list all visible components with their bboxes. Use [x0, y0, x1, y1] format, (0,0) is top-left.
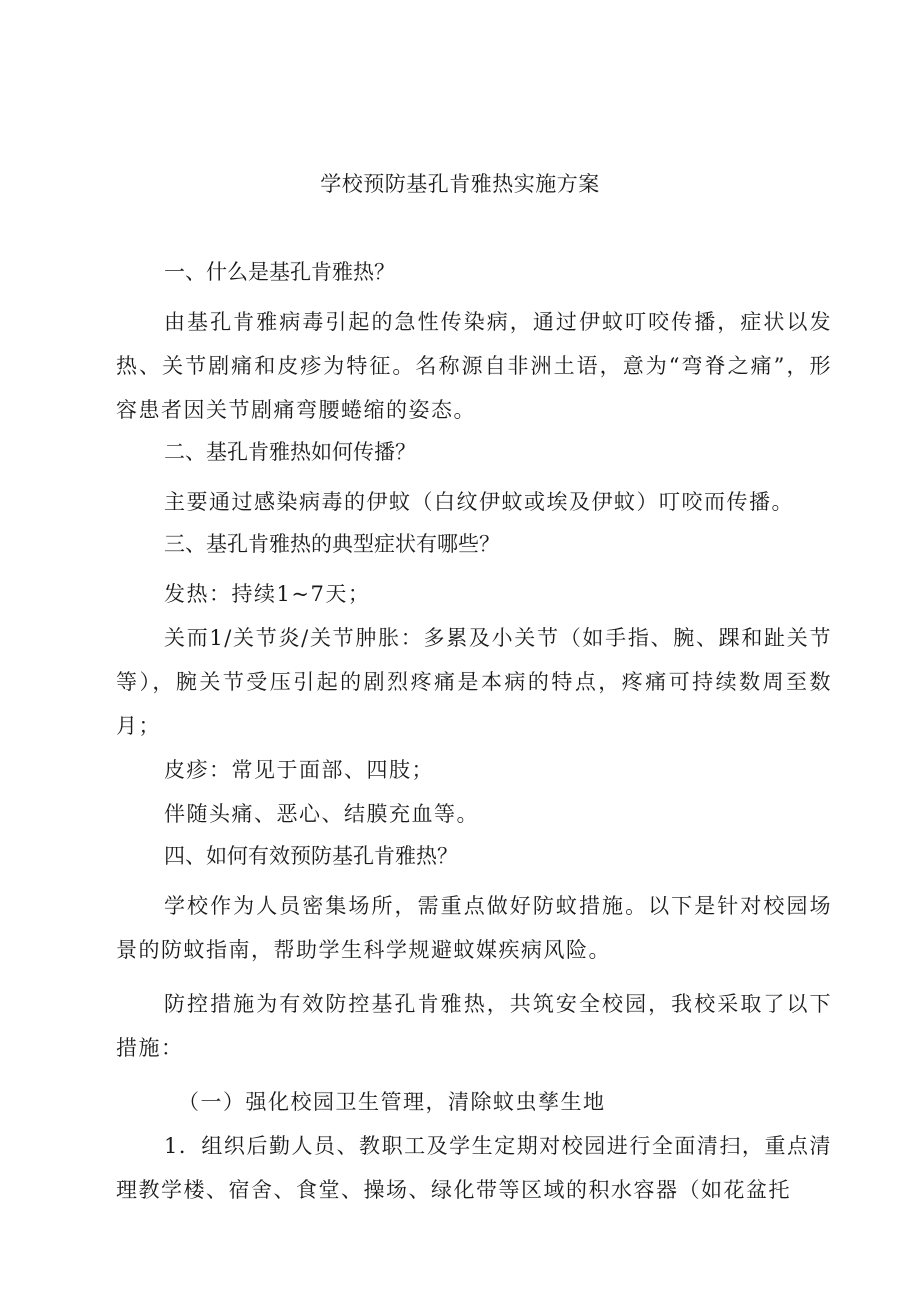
- paragraph-symptom-joints: 关而1/关节炎/关节肿胀：多累及小关节（如手指、腕、踝和趾关节等），腕关节受压引起的剧烈疼痛是本病的特点，疼痛可持续数周至数月；: [116, 626, 832, 738]
- paragraph-symptom-fever: 发热：持续1~7天；: [164, 582, 371, 606]
- paragraph-prevention-measures: 防控措施为有效防控基孔肯雅热，共筑安全校园，我校采取了以下措施：: [116, 992, 832, 1060]
- section-heading-what-is: 一、什么是基孔肯雅热？: [164, 260, 395, 284]
- paragraph-transmission: 主要通过感染病毒的伊蚊（白纹伊蚊或埃及伊蚊）叮咬而传播。: [164, 490, 794, 514]
- paragraph-symptom-rash: 皮疹：常见于面部、四肢；: [164, 758, 434, 782]
- paragraph-definition: 由基孔肯雅病毒引起的急性传染病，通过伊蚊叮咬传播，症状以发热、关节剧痛和皮疹为特征。名称源自非洲土语，意为“弯脊之痛”，形容患者因关节剧痛弯腰蜷缩的姿态。: [116, 310, 832, 422]
- subheading-campus-hygiene: （一）强化校园卫生管理，清除蚊虫孳生地: [178, 1090, 606, 1114]
- section-heading-transmission: 二、基孔肯雅热如何传播？: [164, 440, 416, 464]
- document-title: 学校预防基孔肯雅热实施方案: [320, 172, 600, 196]
- paragraph-prevention-intro: 学校作为人员密集场所，需重点做好防蚊措施。以下是针对校园场景的防蚊指南，帮助学生科学规避蚊媒疾病风险。: [116, 894, 832, 962]
- paragraph-symptom-other: 伴随头痛、恶心、结膜充血等。: [164, 802, 479, 826]
- document-body: [116, 258, 832, 1212]
- section-heading-prevention: 四、如何有效预防基孔肯雅热？: [164, 844, 458, 868]
- section-heading-symptoms: 三、基孔肯雅热的典型症状有哪些？: [164, 532, 500, 556]
- paragraph-item-1: 1．组织后勤人员、教职工及学生定期对校园进行全面清扫，重点清理教学楼、宿舍、食堂、操场、绿化带等区域的积水容器（如花盆托: [116, 1134, 832, 1202]
